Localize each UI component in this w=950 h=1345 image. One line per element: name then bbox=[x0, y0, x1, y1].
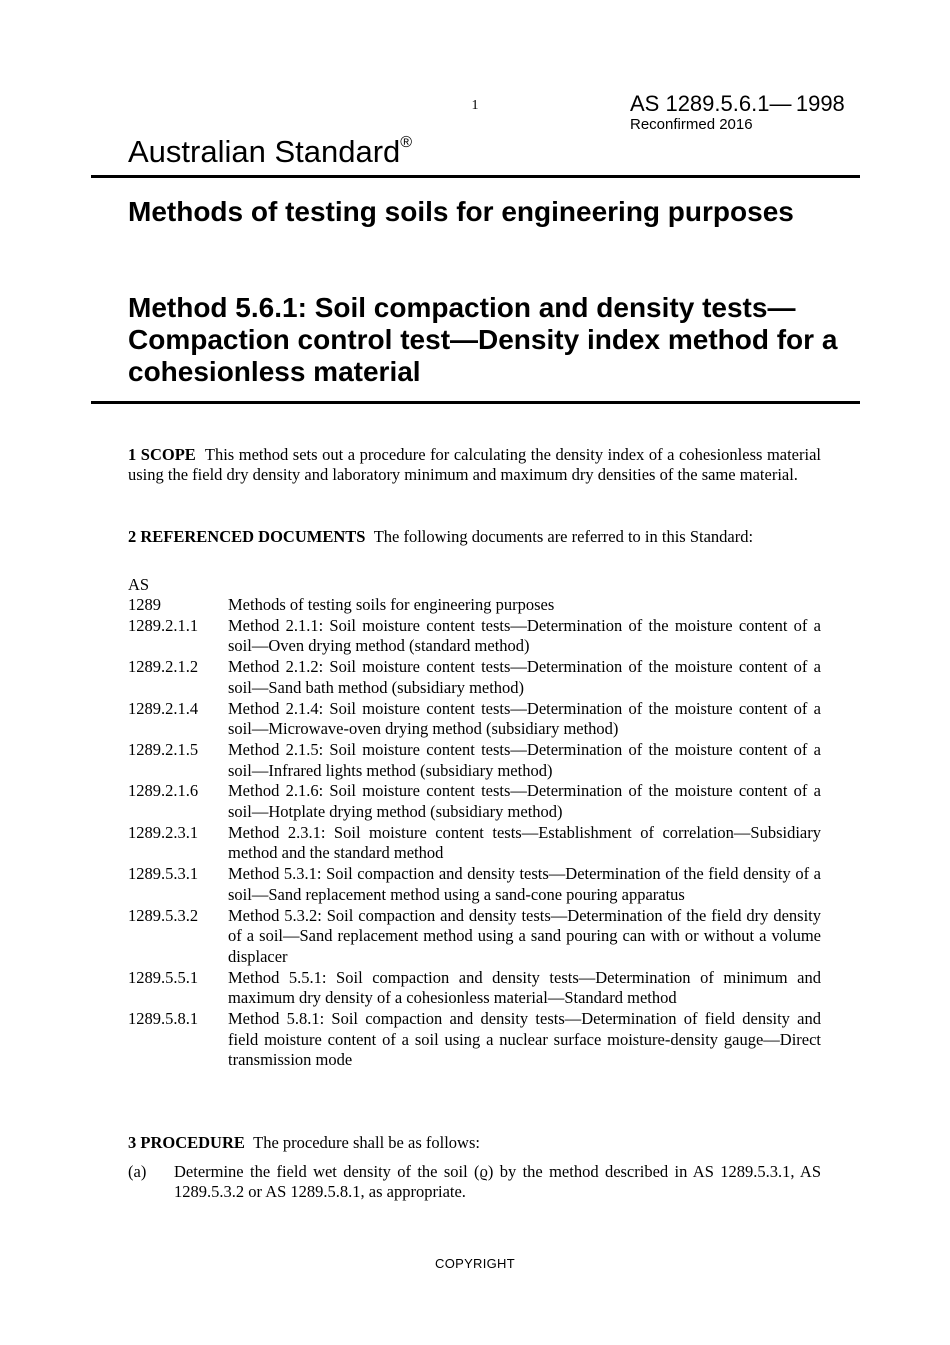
reference-title: Method 2.1.5: Soil moisture content tests—Determination of the moisture content of a soil—Infrared lights method (subsidiary method) bbox=[228, 739, 821, 780]
reference-title: Method 5.3.1: Soil compaction and density tests—Determination of the field density of a soil—Sand replacement method using a sand-cone pouring apparatus bbox=[228, 864, 821, 904]
reference-row bbox=[128, 864, 821, 905]
reference-number: 1289.2.3.1 bbox=[128, 822, 199, 842]
method-title: Method 5.6.1: Soil compaction and density tests—Compaction control test—Density index method for a cohesionless material bbox=[128, 292, 838, 387]
reference-title: Method 5.8.1: Soil compaction and density tests—Determination of field density and field moisture content of a soil using a nuclear surface moisture-density gauge—Direct transmission mode bbox=[228, 1009, 821, 1070]
reference-row bbox=[128, 616, 821, 657]
reference-row bbox=[128, 823, 821, 864]
reference-number: 1289.5.3.1 bbox=[128, 864, 199, 884]
procedure-step-text: Determine the field wet density of the soil (ϱ) by the method described in AS 1289.5.3.1, AS 1289.5.3.2 or AS 1289.5.8.1, as appropriate. bbox=[174, 1162, 821, 1201]
scope-heading: 1 SCOPE bbox=[128, 445, 196, 464]
reference-number: 1289.2.1.2 bbox=[128, 657, 199, 677]
reference-row bbox=[128, 968, 821, 1009]
reference-title: Method 2.1.4: Soil moisture content tests—Determination of the moisture content of a soil—Microwave-oven drying method (subsidiary method) bbox=[228, 698, 821, 739]
document-title: Methods of testing soils for engineering purposes bbox=[128, 196, 794, 227]
reference-row bbox=[128, 906, 821, 968]
reference-number: 1289.5.3.2 bbox=[128, 905, 199, 925]
procedure-step-label: (a) bbox=[128, 1162, 147, 1181]
procedure-step bbox=[128, 1162, 821, 1202]
reference-title: Method 2.1.1: Soil moisture content tests—Determination of the moisture content of a soil—Oven drying method (standard method) bbox=[228, 615, 821, 656]
reference-row bbox=[128, 781, 821, 822]
reference-row bbox=[128, 1009, 821, 1071]
procedure-section bbox=[128, 1133, 821, 1153]
reference-title: Method 2.3.1: Soil moisture content tests—Establishment of correlation—Subsidiary method and the standard method bbox=[228, 822, 821, 863]
reference-number: 1289.2.1.5 bbox=[128, 739, 199, 759]
header-rule-bottom bbox=[91, 401, 860, 404]
reference-row bbox=[128, 595, 821, 616]
reference-title: Method 5.3.2: Soil compaction and density tests—Determination of the field dry density of a soil—Sand replacement method using a sand pouring can with or without a volume displacer bbox=[228, 905, 821, 966]
procedure-text: The procedure shall be as follows: bbox=[253, 1133, 480, 1152]
reconfirmed-date: Reconfirmed 2016 bbox=[630, 116, 753, 133]
header-rule-top bbox=[91, 175, 860, 178]
reference-number: 1289.5.5.1 bbox=[128, 967, 199, 987]
series-label: AS bbox=[128, 575, 150, 594]
scope-section bbox=[128, 445, 821, 484]
referenced-documents-text: The following documents are referred to in this Standard: bbox=[373, 527, 754, 546]
reference-title: Method 2.1.6: Soil moisture content tests—Determination of the moisture content of a soil—Hotplate drying method (subsidiary method) bbox=[228, 781, 821, 822]
referenced-documents-heading: 2 REFERENCED DOCUMENTS bbox=[128, 527, 366, 546]
reference-row bbox=[128, 699, 821, 740]
reference-list bbox=[128, 595, 821, 1071]
referenced-documents-section bbox=[128, 527, 821, 547]
reference-title: Methods of testing soils for engineering purposes bbox=[228, 595, 555, 614]
registered-mark: ® bbox=[400, 133, 413, 151]
reference-title: Method 5.5.1: Soil compaction and density tests—Determination of minimum and maximum dry density of a cohesionless material—Standard method bbox=[228, 967, 821, 1008]
reference-title: Method 2.1.2: Soil moisture content tests—Determination of the moisture content of a soil—Sand bath method (subsidiary method) bbox=[228, 657, 821, 697]
reference-number: 1289.5.8.1 bbox=[128, 1009, 199, 1029]
reference-number: 1289.2.1.1 bbox=[128, 615, 199, 635]
copyright-footer: COPYRIGHT bbox=[435, 1256, 515, 1271]
reference-number: 1289.2.1.4 bbox=[128, 698, 199, 718]
scope-text: This method sets out a procedure for calculating the density index of a cohesionless material using the field dry density and laboratory minimum and maximum dry densities of the same material. bbox=[128, 445, 821, 484]
brand-title bbox=[128, 134, 412, 170]
brand-name: Australian Standard bbox=[128, 134, 401, 169]
reference-row bbox=[128, 740, 821, 781]
standard-number: AS 1289.5.6.1— 1998 bbox=[630, 91, 845, 116]
page-number: 1 bbox=[471, 98, 479, 113]
reference-number: 1289 bbox=[128, 595, 161, 614]
reference-number: 1289.2.1.6 bbox=[128, 781, 199, 801]
reference-row bbox=[128, 657, 821, 698]
procedure-heading: 3 PROCEDURE bbox=[128, 1133, 245, 1152]
